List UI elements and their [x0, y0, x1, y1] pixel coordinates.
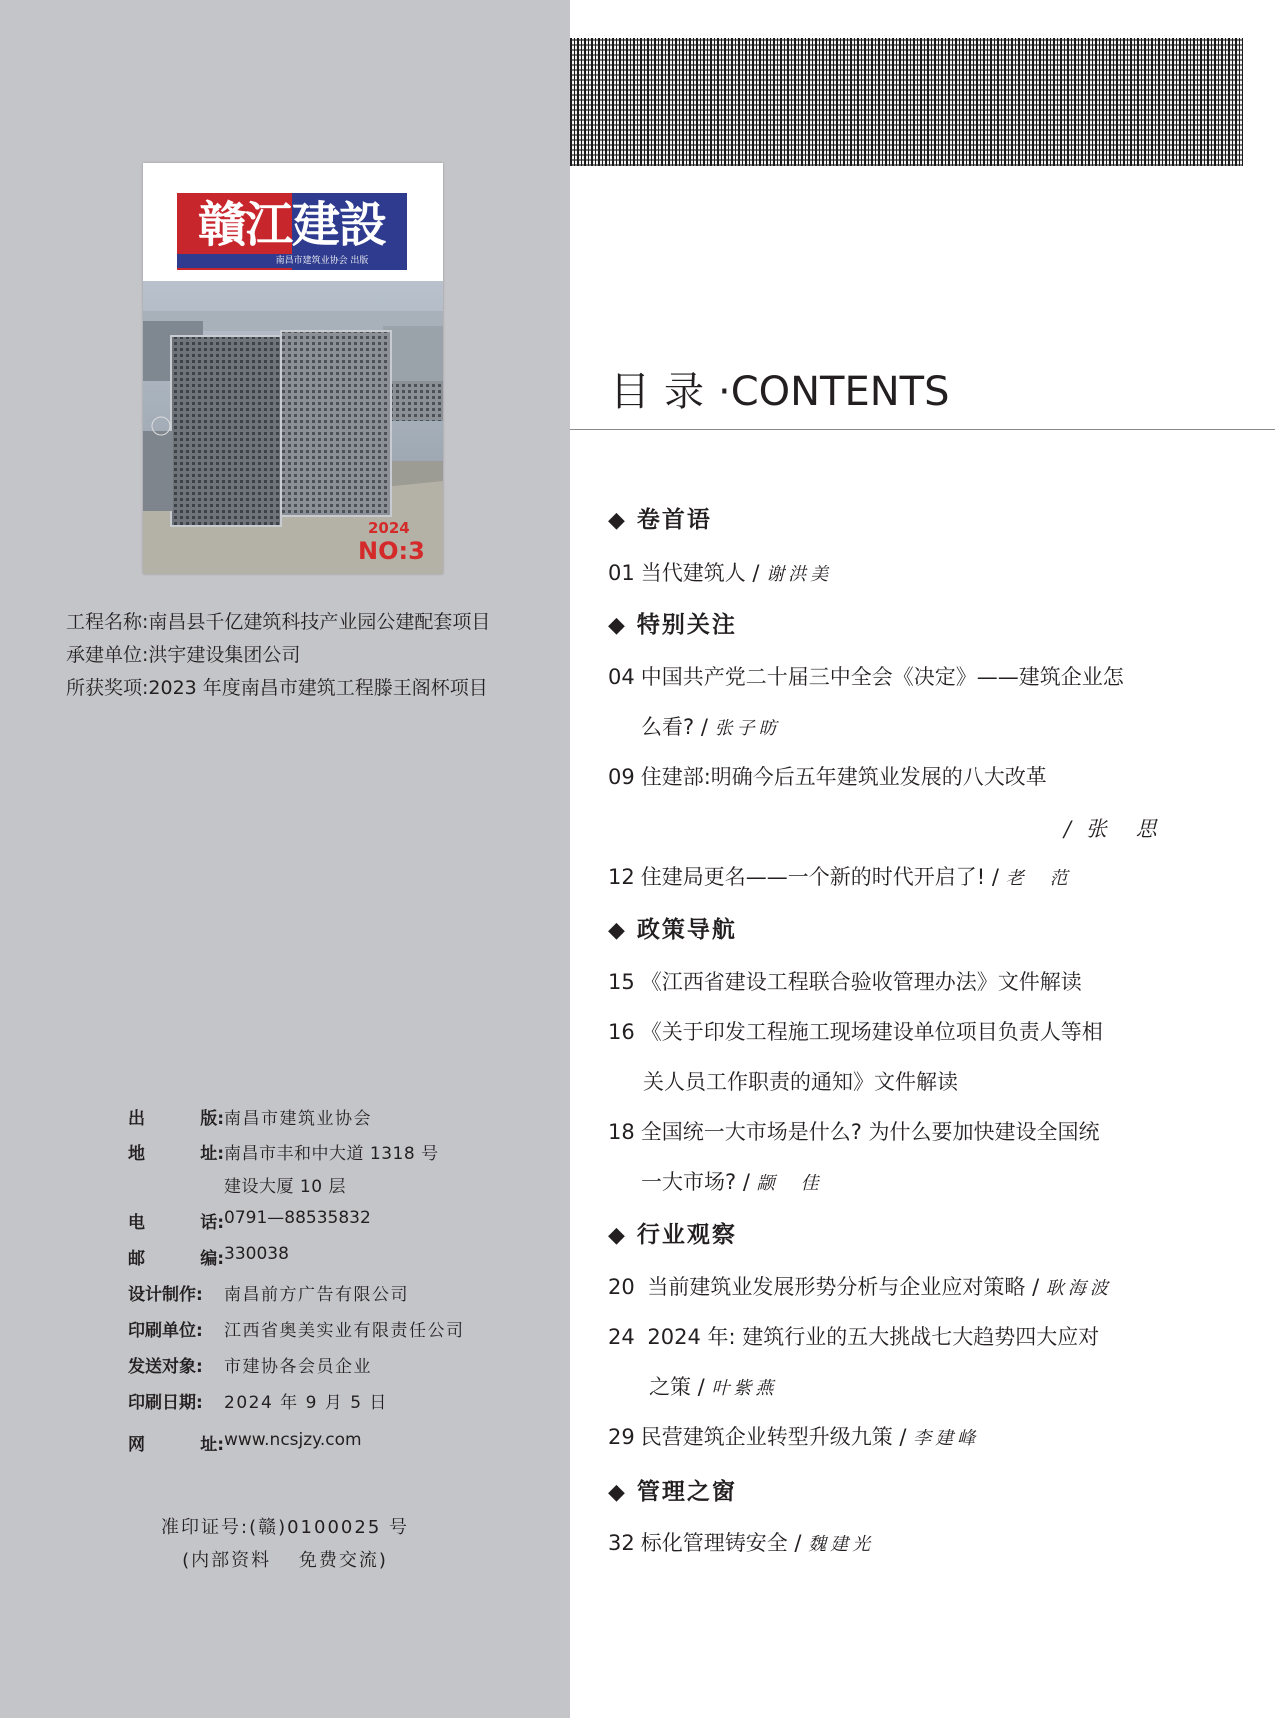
toc-section: ◆ 特别关注	[608, 612, 737, 638]
toc-entry[interactable]: 16 《关于印发工程施工现场建设单位项目负责人等相	[608, 1020, 1103, 1044]
diamond-icon: ◆	[608, 1480, 627, 1505]
diamond-icon: ◆	[608, 1223, 627, 1248]
decorative-grid-pattern	[570, 38, 1243, 166]
toc-entry[interactable]: 29 民营建筑企业转型升级九策 / 李建峰	[608, 1425, 980, 1449]
toc-section: ◆ 行业观察	[608, 1222, 737, 1248]
masthead-subtitle: 南昌市建筑业协会 出版	[177, 254, 407, 268]
print-unit-value: 江西省奥美实业有限责任公司	[224, 1321, 465, 1341]
contents-title: 目录·CONTENTS	[610, 369, 950, 415]
toc-section: ◆ 管理之窗	[608, 1479, 737, 1505]
toc-entry[interactable]: 18 全国统一大市场是什么? 为什么要加快建设全国统	[608, 1120, 1100, 1144]
toc-entry[interactable]: 15 《江西省建设工程联合验收管理办法》文件解读	[608, 970, 1082, 994]
cover-building-photo	[143, 281, 443, 574]
toc-section: ◆ 政策导航	[608, 917, 737, 943]
toc-entry-continuation[interactable]: 之策 / 叶紫燕	[649, 1375, 778, 1399]
project-award: 所获奖项:2023 年度南昌市建筑工程滕王阁杯项目	[66, 677, 488, 699]
toc-entry[interactable]: 09 住建部:明确今后五年建筑业发展的八大改革	[608, 765, 1047, 789]
toc-entry[interactable]: 24 2024 年: 建筑行业的五大挑战七大趋势四大应对	[608, 1325, 1100, 1349]
magazine-cover	[143, 163, 443, 574]
project-contractor: 承建单位:洪宇建设集团公司	[66, 644, 301, 666]
toc-entry[interactable]: 32 标化管理铸安全 / 魏建光	[608, 1531, 875, 1555]
toc-section: ◆ 卷首语	[608, 507, 712, 533]
diamond-icon: ◆	[608, 508, 627, 533]
toc-entry-continuation[interactable]: 关人员工作职责的通知》文件解读	[643, 1070, 958, 1094]
project-info	[66, 606, 490, 705]
permit-note: (内部资料 免费交流)	[182, 1550, 388, 1571]
address-value-1: 南昌市丰和中大道 1318 号	[224, 1144, 439, 1164]
toc-entry[interactable]: 01 当代建筑人 / 谢洪美	[608, 561, 833, 585]
design-value: 南昌前方广告有限公司	[224, 1285, 409, 1305]
diamond-icon: ◆	[608, 918, 627, 943]
svg-text:2024: 2024	[368, 519, 410, 537]
toc-entry[interactable]: 04 中国共产党二十届三中全会《决定》——建筑企业怎	[608, 665, 1124, 689]
address-value-2: 建设大厦 10 层	[224, 1177, 346, 1197]
print-date-value: 2024 年 9 月 5 日	[224, 1393, 388, 1413]
toc-entry-author: / 张 思	[1064, 817, 1161, 841]
toc-entry[interactable]: 20 当前建筑业发展形势分析与企业应对策略 / 耿海波	[608, 1275, 1112, 1299]
toc-entry-continuation[interactable]: 么看? / 张子昉	[641, 715, 781, 739]
phone-value: 0791—88535832	[224, 1208, 371, 1228]
toc-entry[interactable]: 12 住建局更名——一个新的时代开启了! / 老 范	[608, 865, 1072, 889]
permit-number: 准印证号:(赣)0100025 号	[161, 1517, 409, 1538]
cover-masthead	[177, 193, 407, 270]
postcode-value: 330038	[224, 1244, 289, 1264]
website-value: www.ncsjzy.com	[224, 1430, 362, 1450]
permit-info	[0, 1511, 570, 1577]
toc-entry-continuation[interactable]: 一大市场? / 颛 佳	[641, 1170, 823, 1194]
distribution-value: 市建协各会员企业	[224, 1357, 372, 1377]
masthead-title: 贛江建設	[197, 197, 386, 253]
contents-divider	[570, 429, 1275, 430]
diamond-icon: ◆	[608, 613, 627, 638]
publisher-value: 南昌市建筑业协会	[224, 1109, 372, 1129]
project-name: 工程名称:南昌县千亿建筑科技产业园公建配套项目	[66, 611, 491, 633]
svg-text:NO:3: NO:3	[358, 537, 425, 565]
